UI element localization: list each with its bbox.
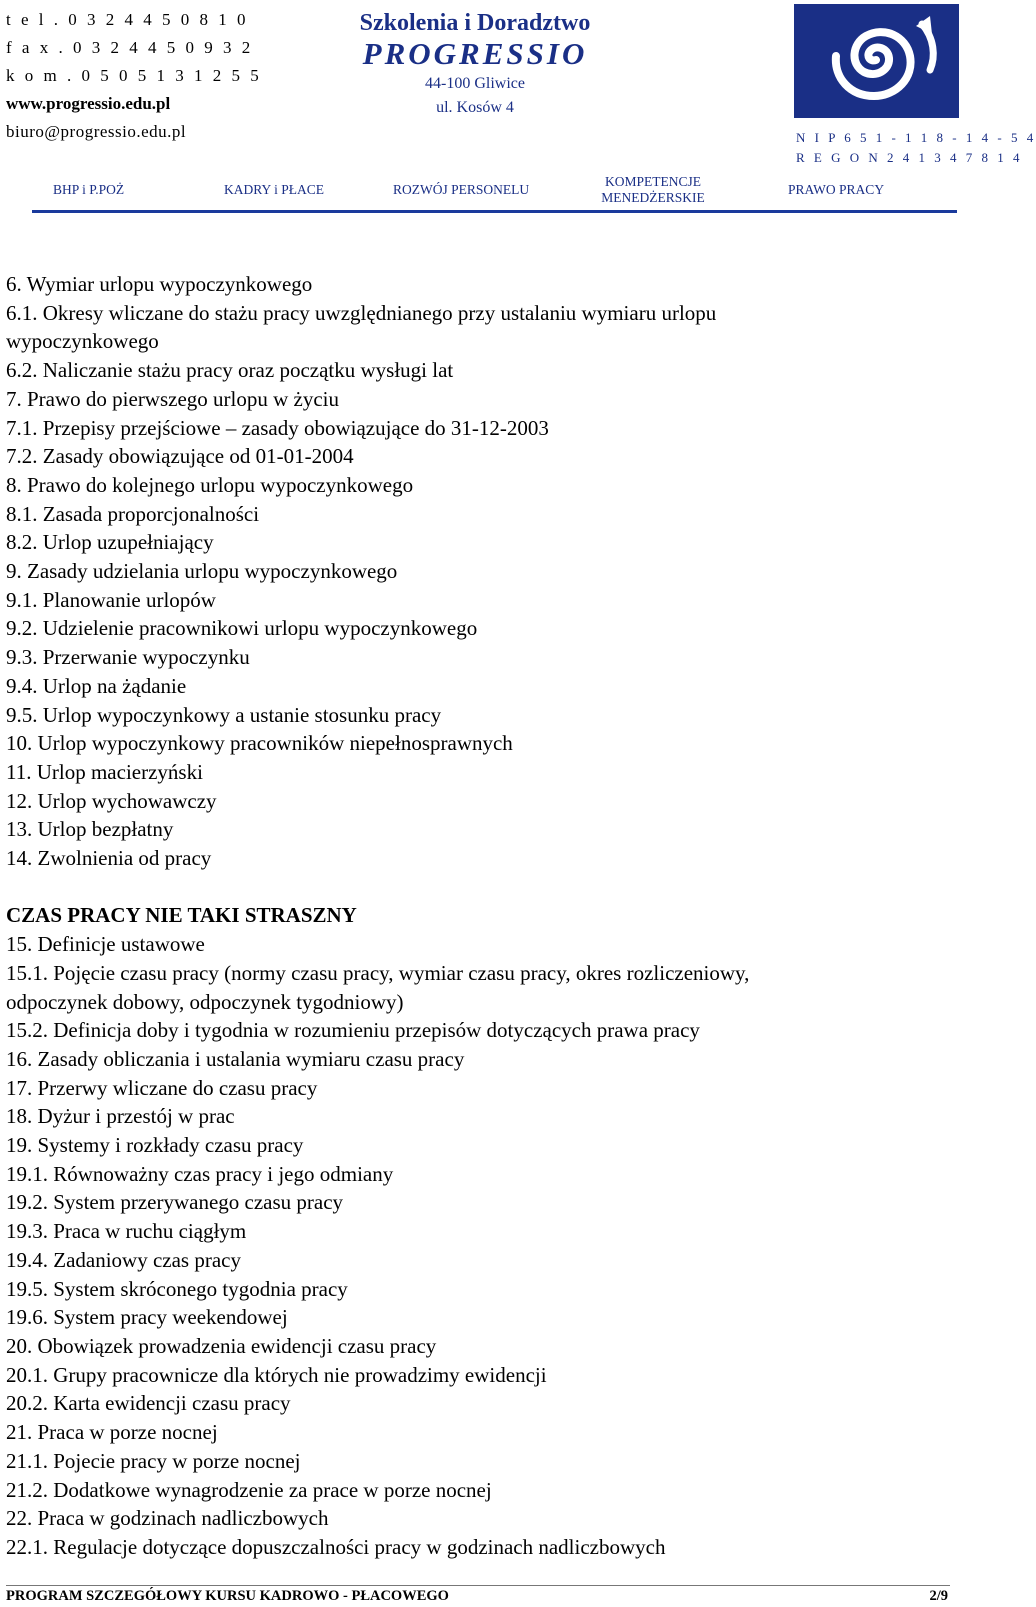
mobile-number: k o m . 0 5 0 5 1 3 1 2 5 5 — [6, 66, 262, 85]
list-item: 22. Praca w godzinach nadliczbowych — [6, 1506, 329, 1531]
list-item: 9.5. Urlop wypoczynkowy a ustanie stosunku pracy — [6, 702, 442, 727]
list-item: 20.1. Grupy pracownicze dla których nie prowadzimy ewidencji — [6, 1362, 547, 1387]
section-title: CZAS PRACY NIE TAKI STRASZNY — [6, 903, 357, 928]
spacer — [6, 873, 936, 902]
list-item: 15.2. Definicja doby i tygodnia w rozumieniu przepisów dotyczących prawa pracy — [6, 1018, 700, 1043]
list-item: 18. Dyżur i przestój w prac — [6, 1104, 235, 1129]
list-item: 20. Obowiązek prowadzenia ewidencji czasu pracy — [6, 1334, 437, 1358]
website-link[interactable]: www.progressio.edu.pl — [6, 94, 171, 113]
category-nav — [32, 172, 957, 213]
list-item: 7.2. Zasady obowiązujące od 01-01-2004 — [6, 444, 354, 469]
list-item: 8.1. Zasada proporcjonalności — [6, 501, 260, 526]
list-item: 22.1. Regulacje dotyczące dopuszczalności pracy w godzinach nadliczbowych — [6, 1534, 666, 1559]
nav-item-prawo[interactable]: PRAWO PRACY — [788, 182, 885, 197]
list-item: 20.2. Karta ewidencji czasu pracy — [6, 1391, 291, 1416]
list-item: wypoczynkowego — [6, 329, 159, 354]
organization-header — [290, 6, 660, 120]
list-item: 19.4. Zadaniowy czas pracy — [6, 1247, 241, 1272]
regon-number: R E G O N 2 4 1 3 4 7 8 1 4 — [796, 150, 1023, 165]
list-item: 15.1. Pojęcie czasu pracy (normy czasu pracy, wymiar czasu pracy, okres rozliczeniowy, — [6, 960, 750, 985]
list-item: 6.1. Okresy wliczane do stażu pracy uwzględnianego przy ustalaniu wymiaru urlopu — [6, 300, 717, 325]
phone-number: t e l . 0 3 2 4 4 5 0 8 1 0 — [6, 10, 249, 29]
nav-item-rozwoj[interactable]: ROZWÓJ PERSONELU — [393, 182, 530, 197]
list-item: 19.1. Równoważny czas pracy i jego odmiany — [6, 1161, 394, 1186]
list-item: 8.2. Urlop uzupełniający — [6, 530, 214, 555]
list-item: 8. Prawo do kolejnego urlopu wypoczynkowego — [6, 472, 414, 497]
list-item: 19.3. Praca w ruchu ciągłym — [6, 1219, 247, 1244]
list-item: 19. Systemy i rozkłady czasu pracy — [6, 1133, 304, 1158]
list-item: 19.5. System skróconego tygodnia pracy — [6, 1276, 348, 1301]
list-item: 9.4. Urlop na żądanie — [6, 673, 187, 698]
list-item: 16. Zasady obliczania i ustalania wymiaru czasu pracy — [6, 1046, 465, 1071]
list-item: 21. Praca w porze nocnej — [6, 1420, 218, 1445]
list-item: 9.1. Planowanie urlopów — [6, 587, 216, 612]
list-item: 11. Urlop macierzyński — [6, 759, 203, 784]
list-item: 17. Przerwy wliczane do czasu pracy — [6, 1075, 318, 1100]
list-item: 13. Urlop bezpłatny — [6, 817, 174, 842]
address-street: ul. Kosów 4 — [436, 99, 514, 116]
list-item: 6. Wymiar urlopu wypoczynkowego — [6, 272, 313, 296]
course-outline — [6, 270, 936, 1562]
organization-name: Szkolenia i Doradztwo — [359, 10, 591, 36]
brand-name: PROGRESSIO — [362, 36, 588, 71]
list-item: 14. Zwolnienia od pracy — [6, 846, 212, 871]
list-item: 10. Urlop wypoczynkowy pracowników niepełnosprawnych — [6, 731, 513, 756]
list-item: 12. Urlop wychowawczy — [6, 788, 217, 813]
list-item: 9. Zasady udzielania urlopu wypoczynkowego — [6, 559, 398, 584]
list-item: 6.2. Naliczanie stażu pracy oraz początku wysługi lat — [6, 358, 454, 383]
list-item: 19.6. System pracy weekendowej — [6, 1305, 288, 1330]
list-item: 15. Definicje ustawowe — [6, 932, 205, 957]
spiral-logo-icon — [794, 4, 959, 118]
nav-item-bhp[interactable]: BHP i P.POŻ — [53, 182, 125, 197]
list-item: 7.1. Przepisy przejściowe – zasady obowiązujące do 31-12-2003 — [6, 415, 549, 440]
address-city: 44-100 Gliwice — [425, 75, 525, 92]
page-footer — [6, 1585, 950, 1605]
company-ids — [796, 128, 1036, 168]
footer-title: PROGRAM SZCZEGÓŁOWY KURSU KADROWO - PŁACOWEGO — [6, 1588, 449, 1604]
contact-block — [6, 6, 262, 146]
email-link[interactable]: biuro@progressio.edu.pl — [6, 122, 187, 141]
nav-item-kompetencje[interactable]: KOMPETENCJE MENEDŻERSKIE — [601, 174, 705, 205]
list-item: odpoczynek dobowy, odpoczynek tygodniowy) — [6, 989, 404, 1014]
list-item: 9.3. Przerwanie wypoczynku — [6, 645, 250, 670]
nip-number: N I P 6 5 1 - 1 1 8 - 1 4 - 5 4 — [796, 130, 1036, 145]
fax-number: f a x . 0 3 2 4 4 5 0 9 3 2 — [6, 38, 254, 57]
list-item: 21.1. Pojecie pracy w porze nocnej — [6, 1448, 301, 1473]
list-item: 9.2. Udzielenie pracownikowi urlopu wypoczynkowego — [6, 616, 478, 641]
list-item: 7. Prawo do pierwszego urlopu w życiu — [6, 386, 340, 411]
page-number: 2/9 — [929, 1588, 948, 1604]
list-item: 19.2. System przerywanego czasu pracy — [6, 1190, 344, 1215]
nav-item-kadry[interactable]: KADRY i PŁACE — [224, 182, 325, 197]
list-item: 21.2. Dodatkowe wynagrodzenie za prace w porze nocnej — [6, 1477, 492, 1502]
